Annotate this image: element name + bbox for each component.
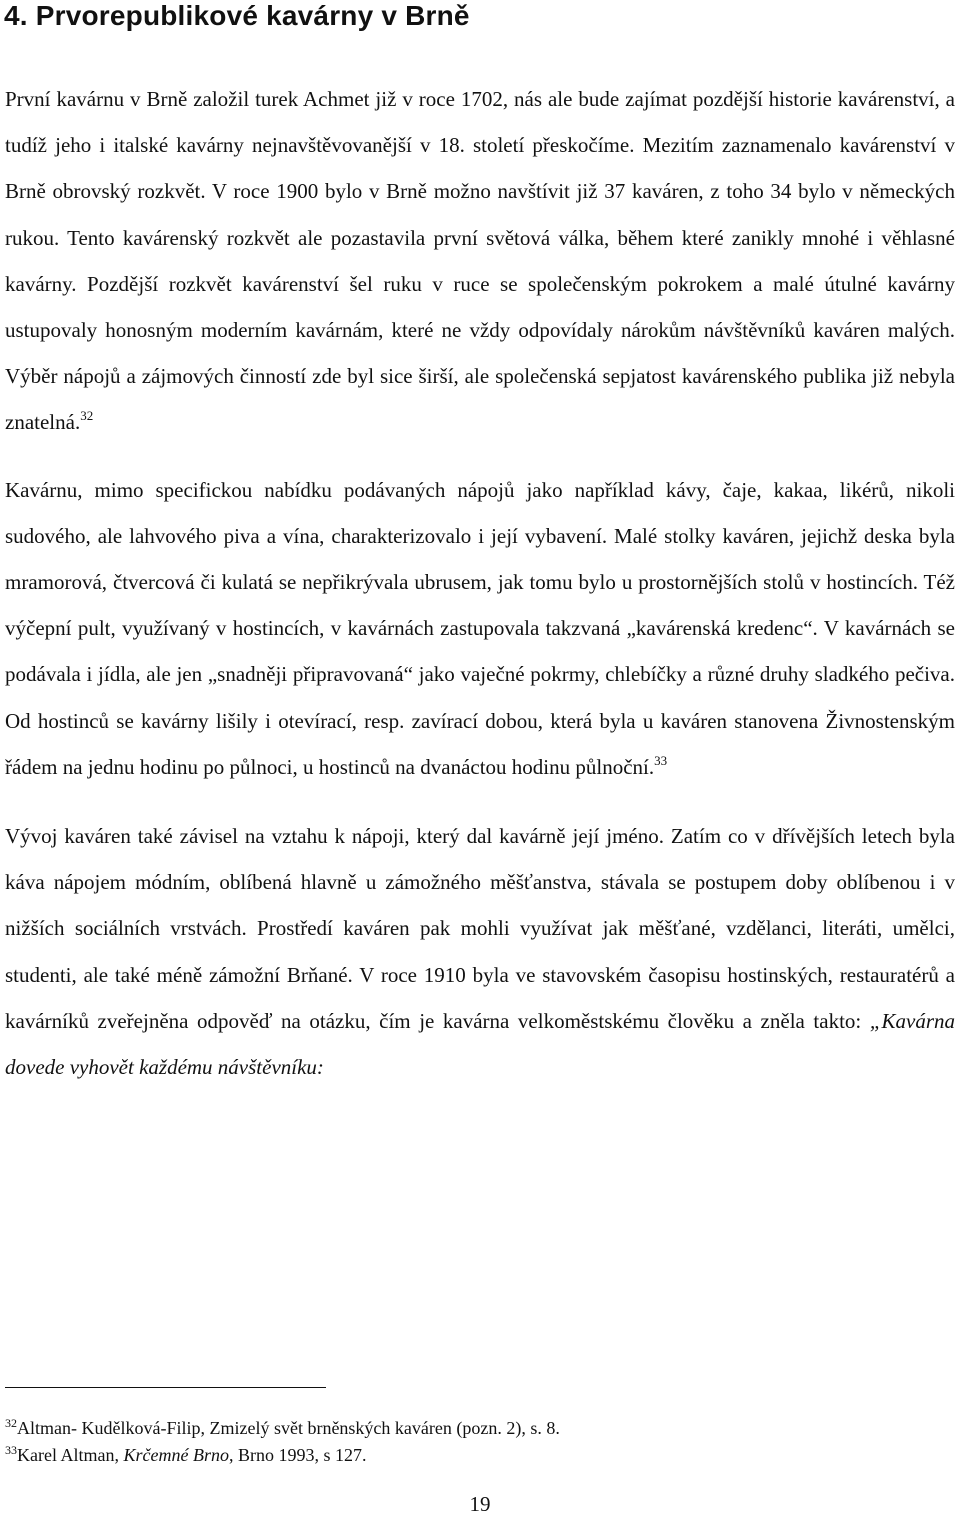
footnote-32 <box>5 1415 955 1442</box>
chapter-heading: 4. Prvorepublikové kavárny v Brně <box>4 0 470 31</box>
paragraph-1-text: První kavárnu v Brně založil turek Achmet již v roce 1702, nás ale bude zajímat pozdější historie kavárenství, a tudíž jeho i italské kavárny nejnavštěvovanější v 18. století přeskočíme. Mezitím zaznamenalo kavárenství v Brně obrovský rozkvět. V roce 1900 bylo v Brně možno navštívit již 37 kaváren, z toho 34 bylo v německých rukou. Tento kavárenský rozkvět ale pozastavila první světová válka, během které zanikly mnohé i věhlasné kavárny. Pozdější rozkvět kavárenství šel ruku v ruce se společenským pokrokem a malé útulné kavárny ustupovaly honosným moderním kavárnám, které ne vždy odpovídaly nárokům návštěvníků kaváren malých. Výběr nápojů a zájmových činností zde byl sice širší, ale společenská sepjatost kavárenského publika již nebyla znatelná. <box>5 87 955 435</box>
footnote-separator <box>5 1387 326 1388</box>
paragraph-3 <box>5 813 955 1090</box>
footnote-text: Karel Altman, <box>17 1445 124 1465</box>
paragraph-2-text: Kavárnu, mimo specifickou nabídku podávaných nápojů jako například kávy, čaje, kakaa, likérů, nikoli sudového, ale lahvového piva a vína, charakterizovalo i její vybavení. Malé stolky kaváren, jejichž deska byla mramorová, čtvercová či kulatá se nepřikrývala ubrusem, jak tomu bylo u prostornějších stolů v hostincích. Též výčepní pult, využívaný v hostincích, v kavárnách zastupovala takzvaná „kavárenská kredenc“. V kavárnách se podávala i jídla, ale jen „snadněji připravovaná“ jako vaječné pokrmy, chlebíčky a různé druhy sladkého pečiva. Od hostinců se kavárny lišily i otevírací, resp. zavírací dobou, která byla u kaváren stanovena Živnostenským řádem na jednu hodinu po půlnoci, u hostinců na dvanáctou hodinu půlnoční. <box>5 477 955 779</box>
footnote-text: , Brno 1993, s 127. <box>228 1445 367 1465</box>
paragraph-2 <box>5 467 955 790</box>
footnote-number: 32 <box>5 1416 17 1430</box>
footnote-ref-32[interactable]: 32 <box>80 408 94 424</box>
footnote-ref-33[interactable]: 33 <box>654 752 668 768</box>
paragraph-3-quote: „Kavárna dovede vyhovět každému návštěvníku: <box>5 1008 955 1080</box>
footnote-book-title: Krčemné Brno <box>123 1445 229 1465</box>
footnote-33 <box>5 1442 955 1469</box>
footnotes <box>5 1415 955 1469</box>
paragraph-1 <box>5 76 955 446</box>
footnote-number: 33 <box>5 1443 17 1457</box>
body-text <box>5 76 955 1090</box>
page-number: 19 <box>469 1492 491 1516</box>
paragraph-3-text: Vývoj kaváren také závisel na vztahu k nápoji, který dal kavárně její jméno. Zatím co v dřívějších letech byla káva nápojem módním, oblíbená hlavně u zámožného měšťanstva, stávala se postupem doby oblíbenou i v nižších sociálních vrstvách. Prostředí kaváren pak mohli využívat jak měšťané, vzdělanci, literáti, umělci, studenti, ale také méně zámožní Brňané. V roce 1910 byla ve stavovském časopisu hostinských, restauratérů a kavárníků zveřejněna odpověď na otázku, čím je kavárna velkoměstskému člověku a zněla takto: <box>5 824 955 1033</box>
footnote-text: Altman- Kudělková-Filip, Zmizelý svět brněnských kaváren (pozn. 2), s. 8. <box>17 1418 560 1438</box>
